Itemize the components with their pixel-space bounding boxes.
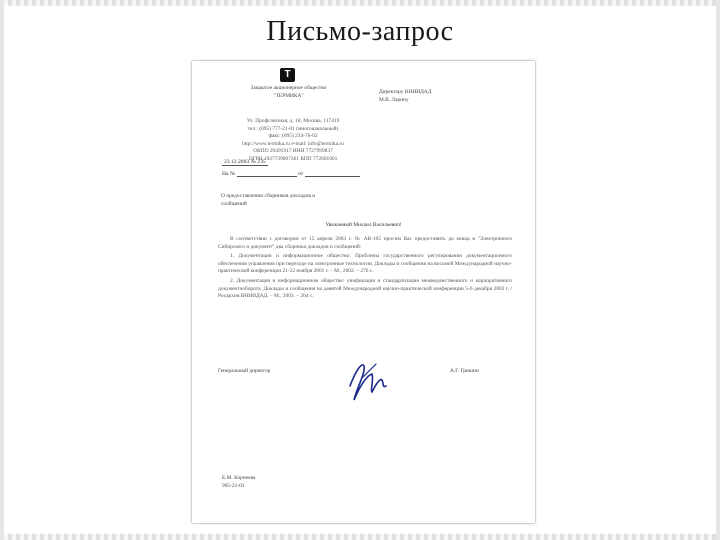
body-paragraph: 2. Документация в информационном обществе: унификация и стандартизация межведомственного и корпоративного документооборота. Доклады и сообщения на девятой Международной научно-практической конференции 5-6 декабря 2002 г. / Росархив ВНИИДАД. – М., 2003. – 264 с.: [218, 277, 512, 300]
body-paragraph: 1. Документация и информационное общество: Проблемы государственного регулирования документационного обеспечения управления при переходе на электронные технологии. Доклады и сообщения на восьмой Международной научно-практической конференции 21-22 ноября 2001 г. – М., 2002. – 276 с.: [218, 253, 512, 275]
recipient-block: [379, 89, 519, 104]
slide-frame-left: [0, 0, 4, 540]
recipient-title: Директору ВНИИДАД: [379, 89, 432, 95]
slide-title: Письмо-запрос: [266, 16, 454, 47]
letter-body: [218, 236, 512, 303]
executor-name: Е.М. Корнеева: [222, 475, 256, 481]
org-name: "ТЕРМИКА": [273, 92, 304, 99]
on-number-blank: [237, 176, 297, 177]
date-number: 23.12.2003 № 235: [224, 159, 266, 165]
org-block: [216, 65, 361, 100]
address-line: http://www.termika.ru e-mail: info@termika.ru: [242, 140, 344, 147]
letter-greeting: Уважаемый Михаил Васильевич!: [325, 222, 402, 228]
slide-frame-top: [0, 0, 720, 6]
date-number-line: [222, 159, 268, 166]
address-line: факс: (095) 234-76-02: [268, 133, 318, 140]
incoming-ref-line: [222, 171, 360, 177]
executor-phone: 995-21-01: [222, 482, 245, 489]
subject-line: О предоставлении сборников докладов и: [221, 193, 316, 199]
executor-block: [222, 475, 255, 490]
address-line: ОКПО 29491917 ИНН 7727999837: [253, 148, 333, 155]
subject-line: сообщений: [221, 200, 247, 207]
slide-frame-bottom: [0, 534, 720, 540]
scanned-letter: [192, 61, 535, 523]
address-line: ОГРН 1027739007361 КПП 772601001: [248, 155, 338, 162]
org-address: [228, 118, 358, 164]
on-date-blank: [305, 176, 360, 177]
recipient-name: М.В. Ларину: [379, 96, 409, 103]
letter-subject: [221, 193, 351, 208]
on-number-label: На №: [222, 171, 236, 177]
body-paragraph: В соответствии с договором от 15 апреля 2003 г. № АВ-105 просим Вас предоставить до конца в "Электронного Сибирского и документ" два сборника докладов и сообщений:: [218, 236, 512, 250]
signer-name: А.Г. Гришин: [450, 368, 479, 374]
handwritten-signature: [342, 356, 402, 406]
slide-frame-right: [716, 0, 720, 540]
address-line: тел.: (095) 777-21-01 (многоканальный): [247, 125, 339, 132]
on-date-label: от: [298, 171, 304, 177]
signer-title: Генеральный директор: [218, 368, 271, 374]
address-line: Ул. Профсоюзная, д. 18, Москва, 117419: [246, 118, 340, 124]
company-logo: Т: [280, 68, 295, 82]
org-type: Закрытое акционерное общество: [250, 85, 327, 91]
